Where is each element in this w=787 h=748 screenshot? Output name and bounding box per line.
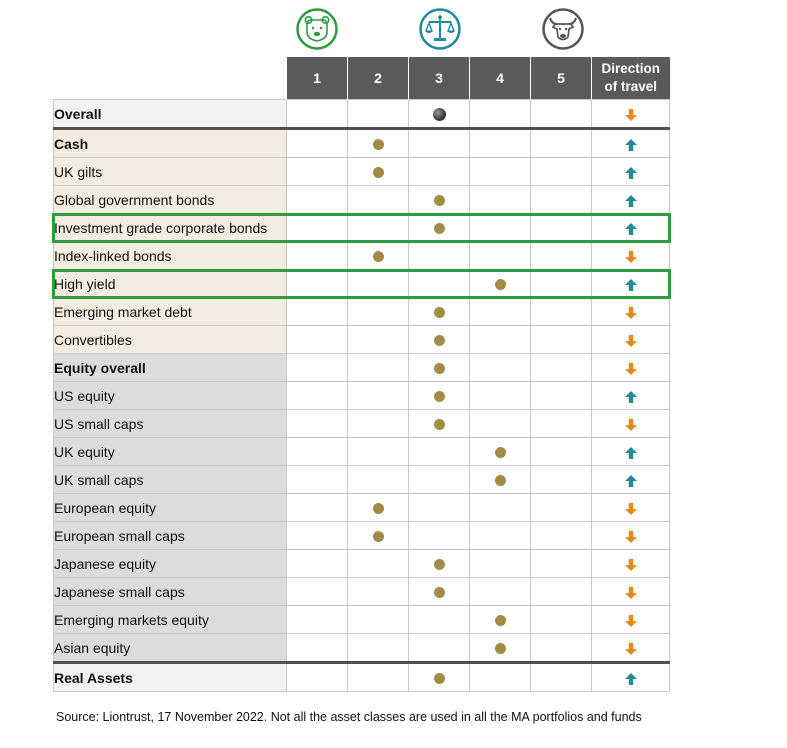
position-cell-1 — [287, 578, 348, 606]
arrow-down-icon — [624, 586, 638, 600]
position-cell-4 — [470, 129, 531, 158]
position-cell-1 — [287, 214, 348, 242]
position-cell-4 — [470, 298, 531, 326]
position-cell-2 — [348, 382, 409, 410]
header-direction-line1: Direction — [601, 61, 660, 76]
asset-class-label: Japanese small caps — [54, 578, 287, 606]
direction-cell — [592, 550, 670, 578]
asset-class-label: UK equity — [54, 438, 287, 466]
position-cell-4 — [470, 382, 531, 410]
position-cell-3 — [409, 298, 470, 326]
position-cell-2 — [348, 242, 409, 270]
asset-class-label: UK gilts — [54, 158, 287, 186]
direction-cell — [592, 494, 670, 522]
position-cell-2 — [348, 186, 409, 214]
header-direction-line2: of travel — [604, 79, 658, 94]
position-cell-2 — [348, 550, 409, 578]
asset-class-label: High yield — [54, 270, 287, 298]
position-cell-4 — [470, 438, 531, 466]
position-cell-2 — [348, 270, 409, 298]
position-cell-1 — [287, 438, 348, 466]
position-cell-5 — [531, 354, 592, 382]
position-dot — [495, 643, 506, 654]
arrow-down-icon — [624, 418, 638, 432]
position-cell-1 — [287, 550, 348, 578]
arrow-up-icon — [624, 138, 638, 152]
header-row — [54, 57, 670, 100]
position-cell-3 — [409, 354, 470, 382]
arrow-down-icon — [624, 530, 638, 544]
direction-cell — [592, 129, 670, 158]
position-cell-1 — [287, 242, 348, 270]
direction-cell — [592, 634, 670, 663]
asset-class-label: European small caps — [54, 522, 287, 550]
position-cell-3 — [409, 382, 470, 410]
position-cell-1 — [287, 298, 348, 326]
asset-class-label: Overall — [54, 100, 287, 129]
position-cell-3 — [409, 242, 470, 270]
asset-class-label: Global government bonds — [54, 186, 287, 214]
table-row-index-linked-bonds — [54, 242, 670, 270]
position-dot — [434, 673, 445, 684]
position-cell-2 — [348, 438, 409, 466]
position-cell-5 — [531, 214, 592, 242]
position-cell-2 — [348, 326, 409, 354]
asset-class-label: US equity — [54, 382, 287, 410]
table-row-cash — [54, 129, 670, 158]
bear-icon — [295, 7, 339, 51]
position-cell-2 — [348, 634, 409, 663]
arrow-down-icon — [624, 558, 638, 572]
balance-scale-icon — [418, 7, 462, 51]
position-cell-4 — [470, 663, 531, 692]
position-cell-5 — [531, 382, 592, 410]
arrow-down-icon — [624, 306, 638, 320]
position-cell-5 — [531, 634, 592, 663]
position-cell-1 — [287, 129, 348, 158]
position-dot — [434, 559, 445, 570]
arrow-down-icon — [624, 642, 638, 656]
table-row-japanese-equity — [54, 550, 670, 578]
asset-class-label: Japanese equity — [54, 550, 287, 578]
position-cell-2 — [348, 354, 409, 382]
table-row-european-small-caps — [54, 522, 670, 550]
position-cell-1 — [287, 466, 348, 494]
position-cell-2 — [348, 100, 409, 129]
direction-cell — [592, 270, 670, 298]
bull-icon — [541, 7, 585, 51]
position-dot — [495, 447, 506, 458]
table-row-emerging-markets-equity — [54, 606, 670, 634]
position-cell-5 — [531, 438, 592, 466]
source-note: Source: Liontrust, 17 November 2022. Not all the asset classes are used in all the MA portfolios and funds — [56, 710, 642, 724]
position-cell-3 — [409, 663, 470, 692]
arrow-up-icon — [624, 474, 638, 488]
position-cell-3 — [409, 410, 470, 438]
position-dot — [434, 587, 445, 598]
position-cell-4 — [470, 634, 531, 663]
position-dot — [495, 615, 506, 626]
position-cell-4 — [470, 186, 531, 214]
position-dot — [434, 391, 445, 402]
position-cell-4 — [470, 326, 531, 354]
position-cell-5 — [531, 158, 592, 186]
position-dot — [373, 531, 384, 542]
asset-class-label: Emerging markets equity — [54, 606, 287, 634]
arrow-up-icon — [624, 194, 638, 208]
arrow-up-icon — [624, 166, 638, 180]
direction-cell — [592, 410, 670, 438]
position-cell-1 — [287, 606, 348, 634]
position-dot — [434, 223, 445, 234]
position-cell-3 — [409, 214, 470, 242]
arrow-down-icon — [624, 502, 638, 516]
position-cell-2 — [348, 158, 409, 186]
position-cell-1 — [287, 158, 348, 186]
direction-cell — [592, 522, 670, 550]
direction-cell — [592, 606, 670, 634]
table-row-real-assets — [54, 663, 670, 692]
position-cell-4 — [470, 214, 531, 242]
position-cell-4 — [470, 606, 531, 634]
position-cell-5 — [531, 186, 592, 214]
table-row-european-equity — [54, 494, 670, 522]
asset-class-label: European equity — [54, 494, 287, 522]
asset-class-label: Real Assets — [54, 663, 287, 692]
arrow-down-icon — [624, 362, 638, 376]
position-cell-1 — [287, 410, 348, 438]
table-row-high-yield — [54, 270, 670, 298]
asset-class-label: UK small caps — [54, 466, 287, 494]
direction-cell — [592, 466, 670, 494]
position-cell-5 — [531, 606, 592, 634]
position-cell-3 — [409, 606, 470, 634]
direction-cell — [592, 326, 670, 354]
position-cell-5 — [531, 550, 592, 578]
direction-cell — [592, 354, 670, 382]
header-direction-of-travel — [592, 57, 670, 100]
direction-cell — [592, 242, 670, 270]
position-cell-3 — [409, 578, 470, 606]
position-dot — [495, 475, 506, 486]
position-dot — [434, 419, 445, 430]
position-cell-5 — [531, 663, 592, 692]
position-dot — [434, 363, 445, 374]
arrow-up-icon — [624, 390, 638, 404]
arrow-down-icon — [624, 334, 638, 348]
position-dot — [495, 279, 506, 290]
position-cell-5 — [531, 466, 592, 494]
position-cell-1 — [287, 354, 348, 382]
position-cell-2 — [348, 298, 409, 326]
position-cell-5 — [531, 522, 592, 550]
header-col-1: 1 — [287, 57, 348, 100]
position-cell-1 — [287, 186, 348, 214]
table-row-investment-grade-corporate-bonds — [54, 214, 670, 242]
position-cell-5 — [531, 100, 592, 129]
position-cell-5 — [531, 578, 592, 606]
table-row-convertibles — [54, 326, 670, 354]
asset-class-label: Emerging market debt — [54, 298, 287, 326]
table-row-emerging-market-debt — [54, 298, 670, 326]
position-cell-2 — [348, 606, 409, 634]
position-cell-1 — [287, 270, 348, 298]
position-cell-5 — [531, 270, 592, 298]
position-cell-3 — [409, 100, 470, 129]
position-cell-5 — [531, 129, 592, 158]
position-cell-1 — [287, 663, 348, 692]
direction-cell — [592, 158, 670, 186]
asset-class-label: US small caps — [54, 410, 287, 438]
direction-cell — [592, 663, 670, 692]
position-cell-4 — [470, 158, 531, 186]
position-cell-4 — [470, 270, 531, 298]
position-cell-3 — [409, 494, 470, 522]
position-cell-5 — [531, 410, 592, 438]
direction-cell — [592, 100, 670, 129]
header-blank — [54, 57, 287, 100]
asset-class-label: Index-linked bonds — [54, 242, 287, 270]
asset-class-label: Investment grade corporate bonds — [54, 214, 287, 242]
position-cell-4 — [470, 242, 531, 270]
arrow-up-icon — [624, 446, 638, 460]
arrow-up-icon — [624, 222, 638, 236]
arrow-up-icon — [624, 672, 638, 686]
position-cell-3 — [409, 270, 470, 298]
position-dot — [373, 251, 384, 262]
asset-class-label: Cash — [54, 129, 287, 158]
table-row-asian-equity — [54, 634, 670, 663]
position-cell-2 — [348, 214, 409, 242]
position-dot — [433, 108, 446, 121]
position-cell-1 — [287, 494, 348, 522]
asset-class-label: Equity overall — [54, 354, 287, 382]
position-dot — [434, 195, 445, 206]
position-dot — [434, 335, 445, 346]
table-row-uk-equity — [54, 438, 670, 466]
position-cell-4 — [470, 522, 531, 550]
position-cell-1 — [287, 522, 348, 550]
header-col-3: 3 — [409, 57, 470, 100]
direction-cell — [592, 382, 670, 410]
position-cell-3 — [409, 634, 470, 663]
position-cell-2 — [348, 663, 409, 692]
table-row-equity-overall — [54, 354, 670, 382]
position-cell-4 — [470, 354, 531, 382]
table-row-global-government-bonds — [54, 186, 670, 214]
asset-class-label: Convertibles — [54, 326, 287, 354]
position-cell-2 — [348, 578, 409, 606]
position-cell-5 — [531, 494, 592, 522]
header-col-5: 5 — [531, 57, 592, 100]
position-cell-4 — [470, 494, 531, 522]
table-row-us-small-caps — [54, 410, 670, 438]
position-cell-2 — [348, 129, 409, 158]
position-cell-3 — [409, 326, 470, 354]
table-row-uk-gilts — [54, 158, 670, 186]
arrow-up-icon — [624, 278, 638, 292]
position-cell-3 — [409, 158, 470, 186]
direction-cell — [592, 438, 670, 466]
position-dot — [373, 167, 384, 178]
position-cell-1 — [287, 100, 348, 129]
position-cell-2 — [348, 522, 409, 550]
asset-allocation-table — [53, 57, 670, 692]
arrow-down-icon — [624, 614, 638, 628]
header-col-2: 2 — [348, 57, 409, 100]
arrow-down-icon — [624, 108, 638, 122]
position-cell-1 — [287, 326, 348, 354]
asset-class-label: Asian equity — [54, 634, 287, 663]
position-dot — [434, 307, 445, 318]
position-cell-2 — [348, 494, 409, 522]
position-cell-1 — [287, 382, 348, 410]
position-cell-2 — [348, 410, 409, 438]
position-cell-4 — [470, 466, 531, 494]
table-row-overall — [54, 100, 670, 129]
header-col-4: 4 — [470, 57, 531, 100]
position-dot — [373, 503, 384, 514]
position-cell-1 — [287, 634, 348, 663]
position-cell-3 — [409, 186, 470, 214]
position-cell-5 — [531, 326, 592, 354]
position-cell-4 — [470, 550, 531, 578]
position-cell-3 — [409, 466, 470, 494]
position-cell-5 — [531, 298, 592, 326]
arrow-down-icon — [624, 250, 638, 264]
table-row-uk-small-caps — [54, 466, 670, 494]
position-cell-3 — [409, 550, 470, 578]
table-row-japanese-small-caps — [54, 578, 670, 606]
table-row-us-equity — [54, 382, 670, 410]
direction-cell — [592, 214, 670, 242]
position-cell-5 — [531, 242, 592, 270]
position-cell-3 — [409, 438, 470, 466]
direction-cell — [592, 578, 670, 606]
direction-cell — [592, 186, 670, 214]
position-cell-3 — [409, 522, 470, 550]
position-dot — [373, 139, 384, 150]
position-cell-4 — [470, 100, 531, 129]
position-cell-3 — [409, 129, 470, 158]
position-cell-4 — [470, 578, 531, 606]
direction-cell — [592, 298, 670, 326]
position-cell-2 — [348, 466, 409, 494]
position-cell-4 — [470, 410, 531, 438]
